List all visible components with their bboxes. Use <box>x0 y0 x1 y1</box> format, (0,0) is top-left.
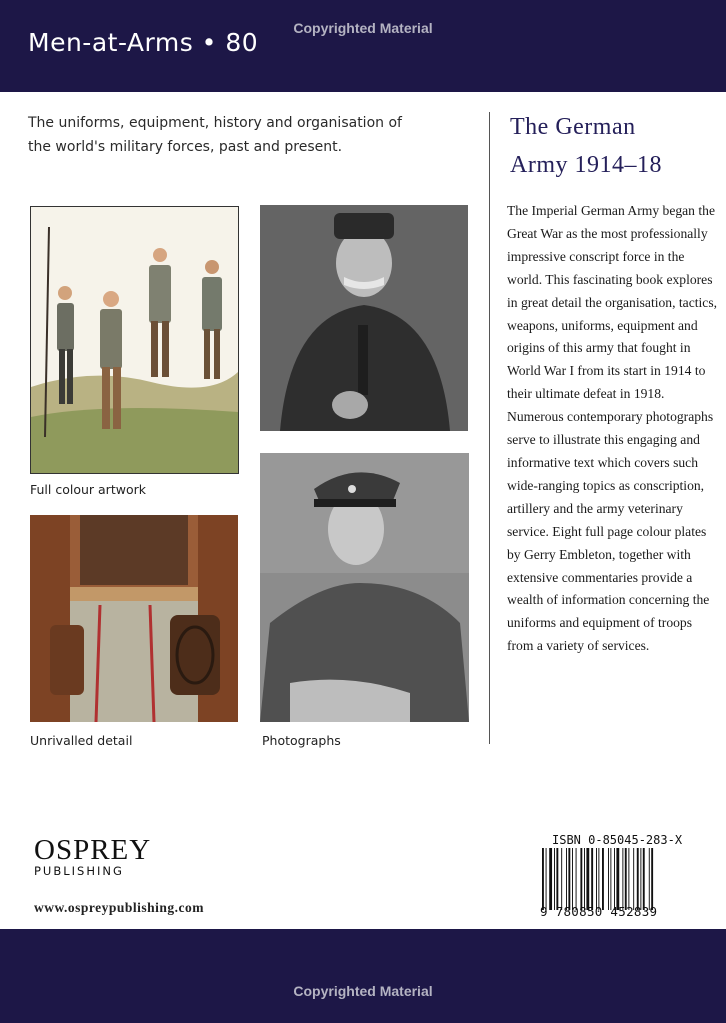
book-blurb: The Imperial German Army began the Great War as the most professionally impressive conscript force in the world. This fascinating book explores in great detail the organisation, tactics, weapons, uniforms, equipment and origins of this army that fought in World War I from its start in 1914 to their ultimate defeat in 1918. Numerous contemporary photographs serve to illustrate this engaging and informative text which covers such wide-ranging topics as conscription, artillery and the army veterinary service. Eight full page colour plates by Gerry Embleton, together with extensive commentaries provide a wealth of information concerning the uniforms and equipment of troops from a variety of services. <box>507 203 718 654</box>
column-divider <box>489 112 490 744</box>
publisher-sub: PUBLISHING <box>34 864 124 878</box>
publisher-logo <box>34 834 151 878</box>
book-title-line-2: Army 1914–18 <box>510 152 662 178</box>
bottom-banner <box>0 929 726 1023</box>
artwork-image <box>30 206 239 474</box>
officer-photograph <box>260 453 469 722</box>
barcode-digits: 9 780850 452839 <box>540 904 658 919</box>
barcode-bars <box>540 848 690 910</box>
book-title <box>510 108 720 184</box>
equipment-detail-image <box>30 515 238 722</box>
watermark-top: Copyrighted Material <box>293 20 433 36</box>
caption-photographs: Photographs <box>262 733 341 748</box>
general-photograph <box>260 205 468 431</box>
series-tagline: The uniforms, equipment, history and organisation of the world's military forces, past and present. <box>28 115 402 155</box>
caption-detail: Unrivalled detail <box>30 733 133 748</box>
isbn-label: ISBN 0-85045-283-X <box>552 833 683 847</box>
watermark-bottom: Copyrighted Material <box>293 983 433 999</box>
book-title-line-1: The German <box>510 114 636 140</box>
caption-artwork: Full colour artwork <box>30 482 146 497</box>
isbn-barcode <box>540 848 690 920</box>
top-banner <box>0 0 726 92</box>
publisher-name: OSPREY <box>34 834 152 866</box>
series-title: Men-at-Arms • 80 <box>28 28 259 57</box>
publisher-website: www.ospreypublishing.com <box>34 900 205 915</box>
